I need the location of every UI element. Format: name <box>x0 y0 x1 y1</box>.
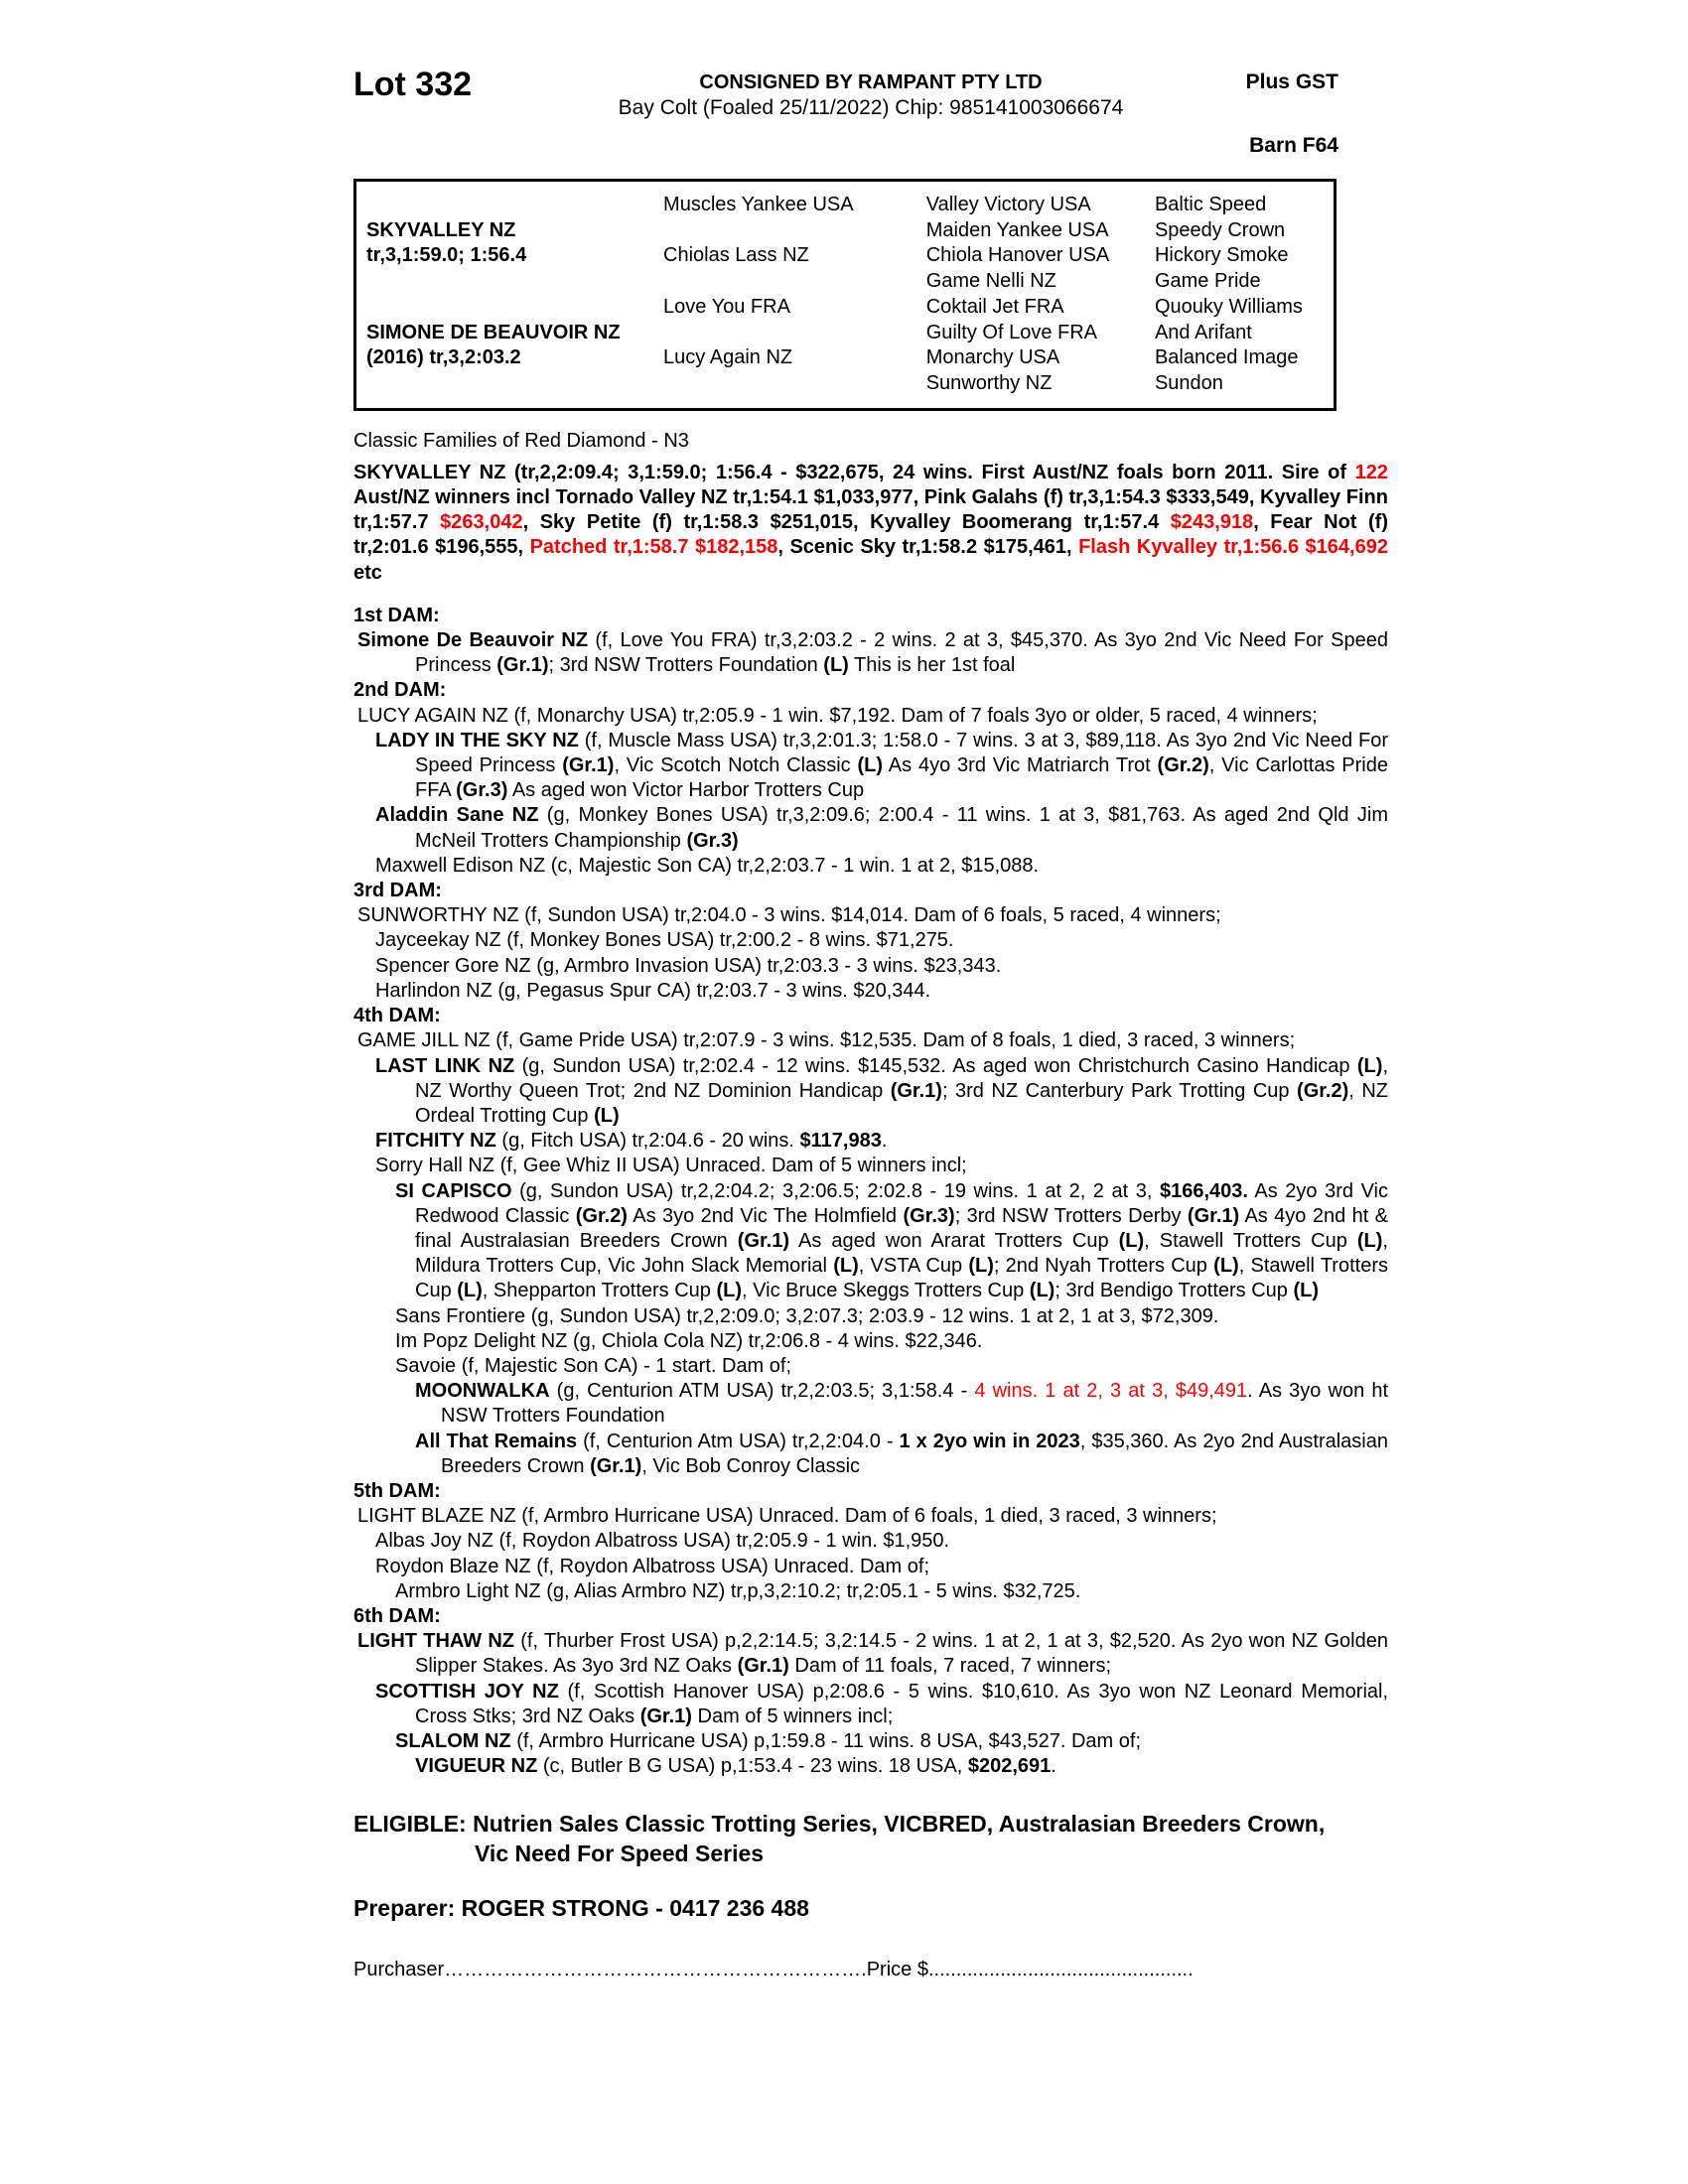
text-segment: (Gr.2) <box>1157 754 1209 777</box>
text-segment: SUNWORTHY NZ (f, Sundon USA) tr,2:04.0 - 3 wins. $14,014. Dam of 6 foals, 5 raced, 4 winners; <box>357 904 1221 927</box>
text-segment: ; 3rd Bendigo Trotters Cup <box>1055 1280 1294 1302</box>
pedigree-cell <box>356 269 659 295</box>
text-segment: (L) <box>594 1104 620 1127</box>
dam-heading: 5th DAM: <box>353 1479 441 1502</box>
pedigree-entry <box>353 1054 1388 1130</box>
text-segment: (Gr.1) <box>639 1705 692 1727</box>
text-segment: (L) <box>1356 1054 1383 1077</box>
consignment-block <box>493 69 1248 121</box>
text-segment: SI CAPISCO <box>395 1179 512 1202</box>
pedigree-entry <box>353 1430 1388 1479</box>
text-segment: $243,918 <box>1170 511 1254 534</box>
text-segment: (L) <box>457 1280 483 1302</box>
text-segment: (Gr.3) <box>456 779 508 802</box>
text-segment: As 4yo 3rd Vic Matriarch Trot <box>883 754 1158 777</box>
text-segment: (Gr.2) <box>1297 1079 1349 1102</box>
pedigree-entry <box>353 1354 1388 1379</box>
text-segment: (Gr.3) <box>686 829 739 852</box>
text-segment: As aged won Ararat Trotters Cup <box>789 1229 1119 1252</box>
family-classification: Classic Families of Red Diamond - N3 <box>353 429 689 452</box>
pedigree-cell: And Arifant <box>1154 321 1252 343</box>
text-segment: Savoie (f, Majestic Son CA) - 1 start. Dam of; <box>395 1354 792 1377</box>
text-segment: (g, Sundon USA) tr,2:02.4 - 12 wins. $145,532. As aged won Christchurch Casino Handicap <box>514 1054 1357 1077</box>
pedigree-cell: Muscles Yankee USA <box>663 194 854 215</box>
text-segment: (L) <box>1356 1229 1383 1252</box>
pedigree-entry <box>353 1555 1388 1579</box>
purchaser-price-line: Purchaser……………………………………………………….Price $................................................ <box>353 1958 1194 1980</box>
text-segment: Roydon Blaze NZ (f, Roydon Albatross USA) Unraced. Dam of; <box>375 1555 930 1577</box>
text-segment: Aust/NZ winners incl Tornado Valley NZ tr,1:54.1 $1,033,977, Pink Galahs (f) tr,3,1:54.3 $333,549, Kyvalley Finn tr,1:57.7 <box>353 486 1388 534</box>
pedigree-cell: Valley Victory USA <box>925 194 1091 215</box>
lot-number: Lot 332 <box>353 66 473 103</box>
text-segment: Armbro Light NZ (g, Alias Armbro NZ) tr,p,3,2:10.2; tr,2:05.1 - 5 wins. $32,725. <box>395 1579 1081 1602</box>
pedigree-entry <box>353 1579 1388 1604</box>
text-segment: As aged won Victor Harbor Trotters Cup <box>507 779 865 802</box>
text-segment: Flash Kyvalley tr,1:56.6 $164,692 <box>1078 536 1388 559</box>
text-segment: Maxwell Edison NZ (c, Majestic Son CA) tr,2,2:03.7 - 1 win. 1 at 2, $15,088. <box>375 854 1040 877</box>
text-segment: LIGHT THAW NZ <box>357 1630 515 1653</box>
text-segment: SLALOM NZ <box>395 1729 511 1752</box>
text-segment: etc <box>353 561 382 584</box>
text-segment: ; 3rd NSW Trotters Derby <box>954 1204 1188 1227</box>
pedigree-entry <box>353 704 1388 729</box>
eligible-text: Nutrien Sales Classic Trotting Series, VICBRED, Australasian Breeders Crown, Vic Need For Speed Series <box>473 1811 1326 1867</box>
pedigree-entry <box>353 1304 1388 1329</box>
text-segment: (g, Sundon USA) tr,2,2:04.2; 3,2:06.5; 2:02.8 - 19 wins. 1 at 2, 2 at 3, <box>511 1179 1160 1202</box>
dam-heading: 3rd DAM: <box>353 880 442 902</box>
text-segment: , Mildura Trotters Cup, Vic John Slack Memorial <box>415 1229 1388 1278</box>
pedigree-cell <box>659 321 922 346</box>
pedigree-entry <box>353 803 1388 853</box>
text-segment: , Vic Scotch Notch Classic <box>614 754 858 777</box>
text-segment: , Vic Carlottas Pride FFA <box>415 754 1388 802</box>
pedigree-entry <box>353 979 1388 1004</box>
text-segment: (g, Centurion ATM USA) tr,2,2:03.5; 3,1:58.4 - <box>549 1380 975 1403</box>
dam-sections <box>353 604 1388 1780</box>
pedigree-cell <box>659 269 922 295</box>
text-segment: (Gr.1) <box>890 1079 942 1102</box>
text-segment: Harlindon NZ (g, Pegasus Spur CA) tr,2:03.7 - 3 wins. $20,344. <box>375 979 931 1002</box>
text-segment: . As 3yo won ht NSW Trotters Foundation <box>441 1380 1388 1428</box>
text-segment: . <box>881 1130 888 1153</box>
text-segment: 1 x 2yo win in 2023 <box>899 1430 1080 1452</box>
pedigree-entry <box>353 1129 1388 1154</box>
text-segment: (Gr.3) <box>903 1204 955 1227</box>
text-segment: LUCY AGAIN NZ (f, Monarchy USA) tr,2:05.9 - 1 win. $7,192. Dam of 7 foals 3yo or older, 5 raced, 4 winners; <box>357 704 1318 727</box>
text-segment: ; 2nd Nyah Trotters Cup <box>993 1255 1214 1278</box>
text-segment: . <box>1051 1755 1056 1778</box>
pedigree-entry <box>353 628 1388 678</box>
text-segment: (f, Muscle Mass USA) tr,3,2:01.3; 1:58.0 - 7 wins. 3 at 3, $89,118. As 3yo 2nd Vic Need For Speed Princess <box>415 729 1389 777</box>
text-segment: (f, Love You FRA) tr,3,2:03.2 - 2 wins. 2 at 3, $45,370. As 3yo 2nd Vic Need For Speed Princess <box>415 629 1388 677</box>
text-segment: Aladdin Sane NZ <box>375 804 539 827</box>
pedigree-entry <box>353 1629 1388 1679</box>
text-segment: 122 <box>1354 461 1388 483</box>
text-segment: ; 3rd NZ Canterbury Park Trotting Cup <box>941 1079 1298 1102</box>
text-segment: Spencer Gore NZ (g, Armbro Invasion USA) tr,2:03.3 - 3 wins. $23,343. <box>375 954 1002 977</box>
text-segment: This is her 1st foal <box>848 654 1016 677</box>
pedigree-cell: Maiden Yankee USA <box>925 218 1109 241</box>
text-segment: LAST LINK NZ <box>375 1054 515 1077</box>
text-segment: (L) <box>823 654 849 677</box>
text-segment: , Sky Petite (f) tr,1:58.3 $251,015, Kyvalley Boomerang tr,1:57.4 <box>522 511 1171 534</box>
pedigree-cell: Sundon <box>1154 371 1223 394</box>
text-segment: (Gr.1) <box>737 1655 789 1678</box>
text-segment: (L) <box>1213 1255 1239 1278</box>
text-segment: LIGHT BLAZE NZ (f, Armbro Hurricane USA) Unraced. Dam of 6 foals, 1 died, 3 raced, 3 winners; <box>357 1505 1217 1528</box>
eligibility-note <box>353 1809 1332 1868</box>
pedigree-cell: Chiolas Lass NZ <box>663 244 809 267</box>
pedigree-cell <box>659 218 922 244</box>
text-segment: ; 3rd NSW Trotters Foundation <box>548 654 824 677</box>
text-segment: Sorry Hall NZ (f, Gee Whiz II USA) Unraced. Dam of 5 winners incl; <box>375 1155 967 1177</box>
dam-heading: 4th DAM: <box>353 1005 441 1027</box>
text-segment: (L) <box>716 1280 743 1302</box>
pedigree-cell: Game Pride <box>1154 270 1261 293</box>
text-segment: (L) <box>1118 1229 1145 1252</box>
page-header <box>353 66 1388 159</box>
eligible-label: ELIGIBLE: <box>353 1811 467 1838</box>
text-segment: , NZ Ordeal Trotting Cup <box>415 1079 1388 1127</box>
text-segment: Im Popz Delight NZ (g, Chiola Cola NZ) tr,2:06.8 - 4 wins. $22,346. <box>395 1329 983 1352</box>
dam-heading: 2nd DAM: <box>353 679 447 702</box>
pedigree-cell: tr,3,1:59.0; 1:56.4 <box>366 244 527 267</box>
pedigree-cell: Baltic Speed <box>1154 194 1267 215</box>
pedigree-entry <box>353 1529 1388 1554</box>
text-segment: , Stawell Trotters Cup <box>415 1255 1388 1302</box>
text-segment: Sans Frontiere (g, Sundon USA) tr,2,2:09.0; 3,2:07.3; 2:03.9 - 12 wins. 1 at 2, 1 at 3, $72,309. <box>395 1304 1219 1327</box>
text-segment: (g, Monkey Bones USA) tr,3,2:09.6; 2:00.4 - 11 wins. 1 at 3, $81,763. As aged 2nd Qld Jim McNeil Trotters Championship <box>415 804 1388 852</box>
pedigree-cell: Chiola Hanover USA <box>925 244 1110 267</box>
text-segment: (L) <box>1029 1280 1055 1302</box>
text-segment: (g, Fitch USA) tr,2:04.6 - 20 wins. <box>495 1130 800 1153</box>
pedigree-entry <box>353 854 1388 879</box>
text-segment: Dam of 5 winners incl; <box>691 1705 894 1727</box>
barn-number: Barn F64 <box>1249 134 1338 157</box>
pedigree-cell: Quouky Williams <box>1154 295 1303 318</box>
text-segment: GAME JILL NZ (f, Game Pride USA) tr,2:07.9 - 3 wins. $12,535. Dam of 8 foals, 1 died, 3 raced, 3 winners; <box>357 1029 1296 1052</box>
pedigree-entry <box>353 928 1388 953</box>
text-segment: All That Remains <box>415 1430 578 1452</box>
text-segment: , Stawell Trotters Cup <box>1144 1229 1357 1252</box>
dam-heading: 6th DAM: <box>353 1604 441 1627</box>
text-segment: (Gr.1) <box>590 1454 642 1477</box>
text-segment: As 2yo 3rd Vic Redwood Classic <box>415 1179 1388 1227</box>
text-segment: LADY IN THE SKY NZ <box>375 729 579 751</box>
page-content <box>353 66 1389 1982</box>
pedigree-entry <box>353 1329 1388 1354</box>
text-segment: (Gr.1) <box>496 654 549 677</box>
text-segment: , VSTA Cup <box>858 1255 969 1278</box>
pedigree-cell: (2016) tr,3,2:03.2 <box>366 346 521 369</box>
gst-note: Plus GST <box>1245 70 1338 93</box>
text-segment: , Scenic Sky tr,1:58.2 $175,461, <box>777 536 1079 559</box>
text-segment: Patched tr,1:58.7 $182,158 <box>529 536 778 559</box>
text-segment: Dam of 11 foals, 7 raced, 7 winners; <box>788 1655 1112 1678</box>
text-segment: , Vic Bob Conroy Classic <box>641 1454 861 1477</box>
pedigree-entry <box>353 1028 1388 1053</box>
pedigree-cell: Lucy Again NZ <box>663 346 793 369</box>
text-segment: , $35,360. As 2yo 2nd Australasian Breeders Crown <box>441 1430 1388 1477</box>
pedigree-entry <box>353 729 1388 804</box>
text-segment: As 3yo 2nd Vic The Holmfield <box>627 1204 904 1227</box>
consignor: CONSIGNED BY RAMPANT PTY LTD <box>699 71 1043 93</box>
pedigree-entry <box>353 1154 1388 1178</box>
pedigree-table <box>353 179 1336 411</box>
text-segment: As 4yo 2nd ht & final Australasian Breeders Crown <box>415 1204 1388 1252</box>
text-segment: $263,042 <box>440 511 523 534</box>
text-segment: Albas Joy NZ (f, Roydon Albatross USA) tr,2:05.9 - 1 win. $1,950. <box>375 1530 950 1553</box>
text-segment: VIGUEUR NZ <box>415 1755 538 1778</box>
pedigree-cell: Sunworthy NZ <box>925 371 1053 394</box>
pedigree-cell: Speedy Crown <box>1154 218 1286 241</box>
text-segment: (L) <box>968 1255 994 1278</box>
text-segment: Jayceekay NZ (f, Monkey Bones USA) tr,2:00.2 - 8 wins. $71,275. <box>375 929 954 952</box>
text-segment: (Gr.1) <box>1187 1204 1240 1227</box>
text-segment: (f, Centurion Atm USA) tr,2,2:04.0 - <box>577 1430 900 1452</box>
text-segment: $117,983 <box>799 1130 882 1153</box>
pedigree-cell: SIMONE DE BEAUVOIR NZ <box>366 321 621 343</box>
text-segment: , Fear Not (f) tr,2:01.6 $196,555, <box>353 511 1388 559</box>
text-segment: 4 wins. 1 at 2, 3 at 3, $49,491 <box>974 1380 1248 1403</box>
text-segment: SKYVALLEY NZ (tr,2,2:09.4; 3,1:59.0; 1:56.4 - $322,675, 24 wins. First Aust/NZ foals born 2011. Sire of <box>353 461 1355 483</box>
dam-heading: 1st DAM: <box>353 604 440 626</box>
text-segment: (Gr.2) <box>575 1204 628 1227</box>
pedigree-entry <box>353 1379 1388 1429</box>
pedigree-entry <box>353 954 1388 979</box>
pedigree-entry <box>353 1179 1388 1304</box>
text-segment: (f, Thurber Frost USA) p,2,2:14.5; 3,2:14.5 - 2 wins. 1 at 2, 1 at 3, $2,520. As 2yo won NZ Golden Slipper Stakes. As 3yo 3rd NZ Oaks <box>415 1630 1388 1678</box>
text-segment: (f, Scottish Hanover USA) p,2:08.6 - 5 wins. $10,610. As 3yo won NZ Leonard Memorial, Cross Stks; 3rd NZ Oaks <box>415 1680 1389 1727</box>
foaling-info: Bay Colt (Foaled 25/11/2022) Chip: 985141003066674 <box>618 96 1124 119</box>
text-segment: , Shepparton Trotters Cup <box>482 1280 717 1302</box>
pedigree-cell: Coktail Jet FRA <box>925 295 1064 318</box>
text-segment: (f, Armbro Hurricane USA) p,1:59.8 - 11 wins. 8 USA, $43,527. Dam of; <box>510 1729 1142 1752</box>
text-segment: (c, Butler B G USA) p,1:53.4 - 23 wins. 18 USA, <box>537 1755 968 1778</box>
text-segment: , Vic Bruce Skeggs Trotters Cup <box>742 1280 1030 1302</box>
pedigree-cell: SKYVALLEY NZ <box>366 218 516 241</box>
text-segment: (L) <box>857 754 884 777</box>
pedigree-cell: Guilty Of Love FRA <box>925 321 1097 343</box>
pedigree-cell: Balanced Image <box>1154 346 1299 369</box>
pedigree-entry <box>353 1754 1388 1779</box>
text-segment: , NZ Worthy Queen Trot; 2nd NZ Dominion Handicap <box>415 1054 1388 1102</box>
text-segment: MOONWALKA <box>415 1380 550 1403</box>
text-segment: SCOTTISH JOY NZ <box>375 1680 559 1703</box>
text-segment: (Gr.1) <box>737 1229 790 1252</box>
pedigree-cell: Monarchy USA <box>925 346 1060 369</box>
text-segment: Simone De Beauvoir NZ <box>357 629 589 652</box>
pedigree-cell <box>356 295 659 321</box>
pedigree-cell: Love You FRA <box>663 295 790 318</box>
text-segment: FITCHITY NZ <box>375 1130 496 1153</box>
text-segment: (L) <box>833 1255 859 1278</box>
preparer-info: Preparer: ROGER STRONG - 0417 236 488 <box>353 1895 809 1922</box>
text-segment: (Gr.1) <box>562 754 615 777</box>
pedigree-cell <box>356 371 659 397</box>
pedigree-cell <box>659 371 922 397</box>
pedigree-entry <box>353 903 1388 928</box>
sire-summary <box>353 461 1388 586</box>
pedigree-entry <box>353 1680 1388 1729</box>
pedigree-cell: Game Nelli NZ <box>925 270 1056 293</box>
text-segment: $202,691 <box>967 1755 1052 1778</box>
text-segment: (L) <box>1293 1280 1320 1302</box>
text-segment: $166,403. <box>1159 1179 1248 1202</box>
pedigree-entry <box>353 1504 1388 1529</box>
pedigree-cell <box>356 193 659 218</box>
pedigree-cell: Hickory Smoke <box>1154 244 1289 267</box>
pedigree-entry <box>353 1729 1388 1754</box>
